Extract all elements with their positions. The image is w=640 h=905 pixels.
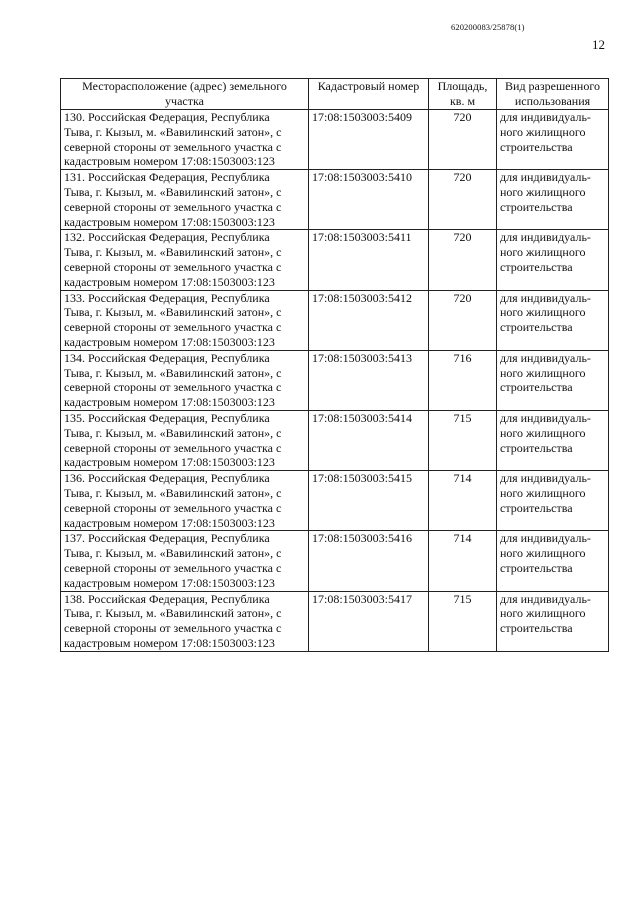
- use-line: ного жилищного: [500, 184, 586, 199]
- use-line: ного жилищного: [500, 245, 586, 260]
- use-line: для индивидуаль-: [500, 591, 591, 606]
- location-line: северной стороны от земельного участка с: [64, 380, 282, 395]
- location-line: Тыва, г. Кызыл, м. «Вавилинский затон», с: [64, 245, 282, 260]
- table-row: [61, 290, 609, 350]
- document-id: 620200083/25878(1): [451, 22, 525, 32]
- location-line: Тыва, г. Кызыл, м. «Вавилинский затон», с: [64, 606, 282, 621]
- location-line: кадастровым номером 17:08:1503003:123: [64, 635, 275, 650]
- cell-cadastral-number: 17:08:1503003:5416: [309, 531, 429, 591]
- use-line: строительства: [500, 139, 573, 154]
- land-plots-table: [60, 78, 609, 652]
- location-line: Тыва, г. Кызыл, м. «Вавилинский затон», с: [64, 425, 282, 440]
- cell-location: [61, 350, 309, 410]
- cell-cadastral-number: 17:08:1503003:5414: [309, 410, 429, 470]
- cell-area: 720: [429, 170, 497, 230]
- use-line: для индивидуаль-: [500, 170, 591, 185]
- use-line: для индивидуаль-: [500, 350, 591, 365]
- page-number: 12: [592, 37, 605, 52]
- cell-cadastral-number: 17:08:1503003:5411: [309, 230, 429, 290]
- cell-location: [61, 531, 309, 591]
- cell-area: 714: [429, 531, 497, 591]
- use-line: ного жилищного: [500, 305, 586, 320]
- location-line: северной стороны от земельного участка с: [64, 560, 282, 575]
- cell-location: [61, 170, 309, 230]
- use-line: для индивидуаль-: [500, 531, 591, 546]
- cell-permitted-use: [497, 410, 609, 470]
- use-line: ного жилищного: [500, 425, 586, 440]
- location-line: 137. Российская Федерация, Республика: [64, 531, 270, 546]
- cell-permitted-use: [497, 230, 609, 290]
- use-line: строительства: [500, 621, 573, 636]
- cell-cadastral-number: 17:08:1503003:5410: [309, 170, 429, 230]
- table-row: [61, 170, 609, 230]
- location-line: 131. Российская Федерация, Республика: [64, 170, 270, 185]
- location-line: кадастровым номером 17:08:1503003:123: [64, 515, 275, 530]
- location-line: кадастровым номером 17:08:1503003:123: [64, 274, 275, 289]
- cell-cadastral-number: 17:08:1503003:5417: [309, 591, 429, 651]
- cell-area: 716: [429, 350, 497, 410]
- cell-permitted-use: [497, 591, 609, 651]
- use-line: для индивидуаль-: [500, 410, 591, 425]
- cell-location: [61, 591, 309, 651]
- use-line: ного жилищного: [500, 124, 586, 139]
- location-line: Тыва, г. Кызыл, м. «Вавилинский затон», с: [64, 184, 282, 199]
- use-line: строительства: [500, 560, 573, 575]
- location-line: северной стороны от земельного участка с: [64, 259, 282, 274]
- location-line: 138. Российская Федерация, Республика: [64, 591, 270, 606]
- cell-location: [61, 110, 309, 170]
- header-area: Площадь, кв. м: [429, 79, 497, 110]
- location-line: кадастровым номером 17:08:1503003:123: [64, 575, 275, 590]
- cell-location: [61, 290, 309, 350]
- cell-permitted-use: [497, 170, 609, 230]
- cell-cadastral-number: 17:08:1503003:5413: [309, 350, 429, 410]
- use-line: для индивидуаль-: [500, 290, 591, 305]
- location-line: Тыва, г. Кызыл, м. «Вавилинский затон», с: [64, 485, 282, 500]
- location-line: Тыва, г. Кызыл, м. «Вавилинский затон», с: [64, 124, 282, 139]
- header-cadastral-number: Кадастровый номер: [309, 79, 429, 110]
- use-line: строительства: [500, 320, 573, 335]
- table-row: [61, 230, 609, 290]
- location-line: 133. Российская Федерация, Республика: [64, 290, 270, 305]
- location-line: 130. Российская Федерация, Республика: [64, 110, 270, 124]
- location-line: кадастровым номером 17:08:1503003:123: [64, 334, 275, 349]
- cell-area: 715: [429, 410, 497, 470]
- use-line: ного жилищного: [500, 546, 586, 561]
- use-line: ного жилищного: [500, 606, 586, 621]
- cell-permitted-use: [497, 531, 609, 591]
- location-line: северной стороны от земельного участка с: [64, 199, 282, 214]
- table-row: [61, 410, 609, 470]
- cell-location: [61, 471, 309, 531]
- header-location: Месторасположение (адрес) земельного участка: [61, 79, 309, 110]
- use-line: для индивидуаль-: [500, 110, 591, 124]
- use-line: строительства: [500, 380, 573, 395]
- table-row: [61, 531, 609, 591]
- location-line: северной стороны от земельного участка с: [64, 139, 282, 154]
- use-line: строительства: [500, 199, 573, 214]
- location-line: Тыва, г. Кызыл, м. «Вавилинский затон», с: [64, 365, 282, 380]
- location-line: северной стороны от земельного участка с: [64, 320, 282, 335]
- location-line: Тыва, г. Кызыл, м. «Вавилинский затон», с: [64, 305, 282, 320]
- table-body: [61, 110, 609, 652]
- location-line: северной стороны от земельного участка с: [64, 500, 282, 515]
- location-line: 132. Российская Федерация, Республика: [64, 230, 270, 245]
- cell-permitted-use: [497, 471, 609, 531]
- use-line: для индивидуаль-: [500, 230, 591, 245]
- location-line: 134. Российская Федерация, Республика: [64, 350, 270, 365]
- table-row: [61, 110, 609, 170]
- cell-area: 720: [429, 110, 497, 170]
- table-row: [61, 350, 609, 410]
- cell-location: [61, 230, 309, 290]
- use-line: строительства: [500, 440, 573, 455]
- table-row: [61, 591, 609, 651]
- location-line: кадастровым номером 17:08:1503003:123: [64, 154, 275, 169]
- use-line: ного жилищного: [500, 485, 586, 500]
- use-line: строительства: [500, 259, 573, 274]
- use-line: для индивидуаль-: [500, 471, 591, 486]
- location-line: Тыва, г. Кызыл, м. «Вавилинский затон», с: [64, 546, 282, 561]
- cell-permitted-use: [497, 110, 609, 170]
- cell-cadastral-number: 17:08:1503003:5415: [309, 471, 429, 531]
- use-line: строительства: [500, 500, 573, 515]
- cell-location: [61, 410, 309, 470]
- cell-area: 715: [429, 591, 497, 651]
- location-line: кадастровым номером 17:08:1503003:123: [64, 395, 275, 410]
- header-permitted-use: Вид разрешенного использования: [497, 79, 609, 110]
- use-line: ного жилищного: [500, 365, 586, 380]
- cell-cadastral-number: 17:08:1503003:5412: [309, 290, 429, 350]
- location-line: северной стороны от земельного участка с: [64, 621, 282, 636]
- cell-area: 720: [429, 290, 497, 350]
- cell-area: 714: [429, 471, 497, 531]
- location-line: кадастровым номером 17:08:1503003:123: [64, 455, 275, 470]
- cell-area: 720: [429, 230, 497, 290]
- table-header-row: [61, 79, 609, 110]
- location-line: 135. Российская Федерация, Республика: [64, 410, 270, 425]
- cell-permitted-use: [497, 290, 609, 350]
- cell-permitted-use: [497, 350, 609, 410]
- table-row: [61, 471, 609, 531]
- cell-cadastral-number: 17:08:1503003:5409: [309, 110, 429, 170]
- location-line: северной стороны от земельного участка с: [64, 440, 282, 455]
- location-line: кадастровым номером 17:08:1503003:123: [64, 214, 275, 229]
- location-line: 136. Российская Федерация, Республика: [64, 471, 270, 486]
